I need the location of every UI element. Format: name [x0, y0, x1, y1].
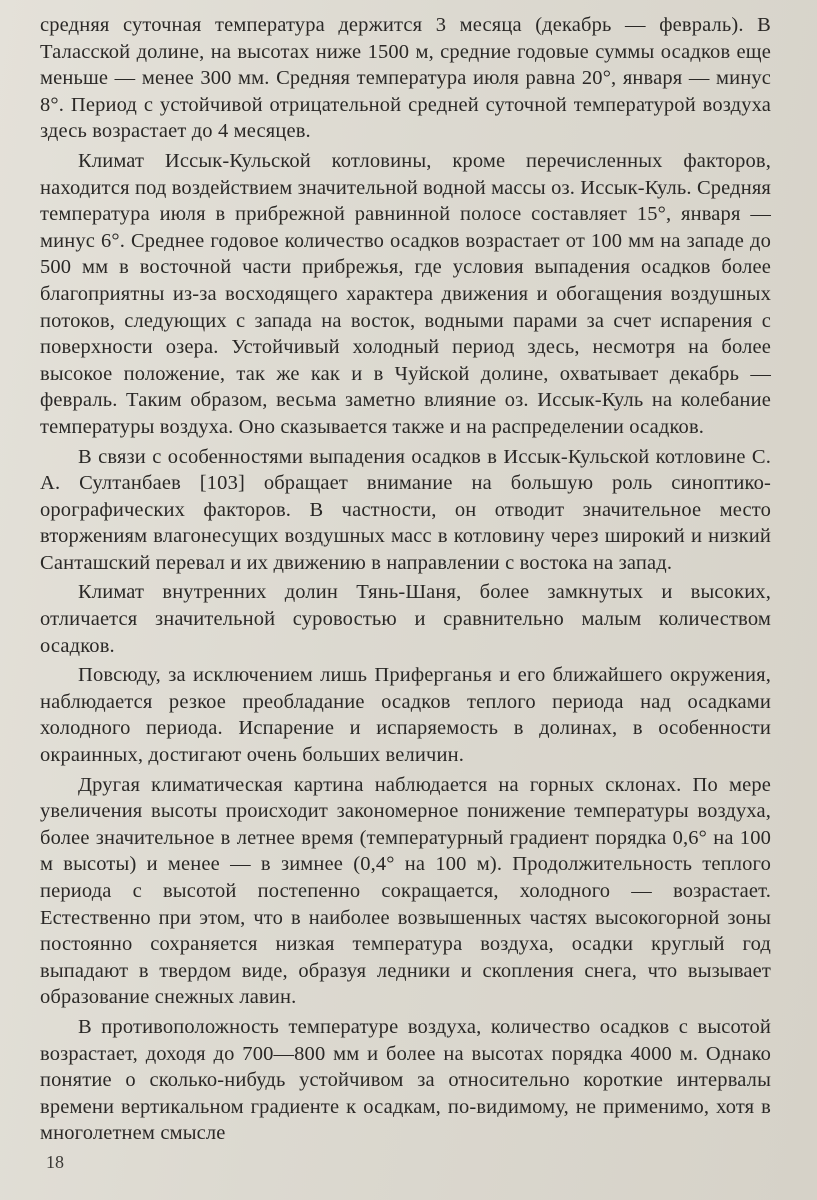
page-body — [40, 12, 771, 1147]
page-number: 18 — [46, 1152, 64, 1172]
paragraph-warm-period-precipitation: Повсюду, за исключением лишь Приферганья и его ближайшего окружения, наблюдается резкое преобладание осадков теплого периода над осадками холодного периода. Испарение и испаряемость в долинах, в особенности окраинных, достигают очень больших величин. — [40, 664, 771, 767]
paragraph-mountain-slopes: Другая климатическая картина наблюдается на горных склонах. По мере увеличения высоты происходит закономерное понижение температуры воздуха, более значительное в летнее время (температурный градиент порядка 0,6° на 100 м высоты) и менее — в зимнее (0,4° на 100 м). Продолжительность теплого периода с высотой постепенно сокращается, холодного — возрастает. Естественно при этом, что в наиболее возвышенных частях высокогорной зоны постоянно сохраняется низкая температура воздуха, осадки круглый год выпадают в твердом виде, образуя ледники и скопления снега, что вызывает образование снежных лавин. — [40, 773, 771, 1009]
paragraph-precipitation-factors: В связи с особенностями выпадения осадков в Иссык-Кульской котловине С. А. Султанбаев [103] обращает внимание на большую роль синоптико-орографических факторов. В частности, он отводит значительное место вторжениям влагонесущих воздушных масс в котловину через широкий и низкий Санташский перевал и их движению в направлении с востока на запад. — [40, 445, 771, 574]
paragraph-precipitation-altitude: В противоположность температуре воздуха, количество осадков с высотой возрастает, доходя до 700—800 мм и более на высотах порядка 4000 м. Однако понятие о сколько-нибудь устойчивом за относительно короткие интервалы времени вертикальном градиенте к осадкам, по-видимому, не применимо, хотя в многолетнем смысле — [40, 1015, 771, 1145]
paragraph-talas-valley: средняя суточная температура держится 3 месяца (декабрь — февраль). В Таласской долине, на высотах ниже 1500 м, средние годовые суммы осадков еще меньше — менее 300 мм. Средняя температура июля равна 20°, января — минус 8°. Период с устойчивой отрицательной средней суточной температурой воздуха здесь возрастает до 4 месяцев. — [40, 14, 771, 143]
paragraph-issyk-kul-climate: Климат Иссык-Кульской котловины, кроме перечисленных факторов, находится под воздействием значительной водной массы оз. Иссык-Куль. Средняя температура июля в прибрежной равнинной полосе составляет 15°, января — минус 6°. Среднее годовое количество осадков возрастает от 100 мм на западе до 500 мм в восточной части прибрежья, где условия выпадения осадков более благоприятны из-за восходящего характера движения и обогащения воздушных потоков, следующих с запада на восток, водными парами за счет испарения с поверхности озера. Устойчивый холодный период здесь, несмотря на более высокое положение, так же как и в Чуйской долине, охватывает декабрь — февраль. Таким образом, весьма заметно влияние оз. Иссык-Куль на колебание температуры воздуха. Оно сказывается также и на распределении осадков. — [40, 149, 772, 438]
paragraph-inner-valleys: Климат внутренних долин Тянь-Шаня, более замкнутых и высоких, отличается значительной суровостью и сравнительно малым количеством осадков. — [40, 581, 771, 657]
